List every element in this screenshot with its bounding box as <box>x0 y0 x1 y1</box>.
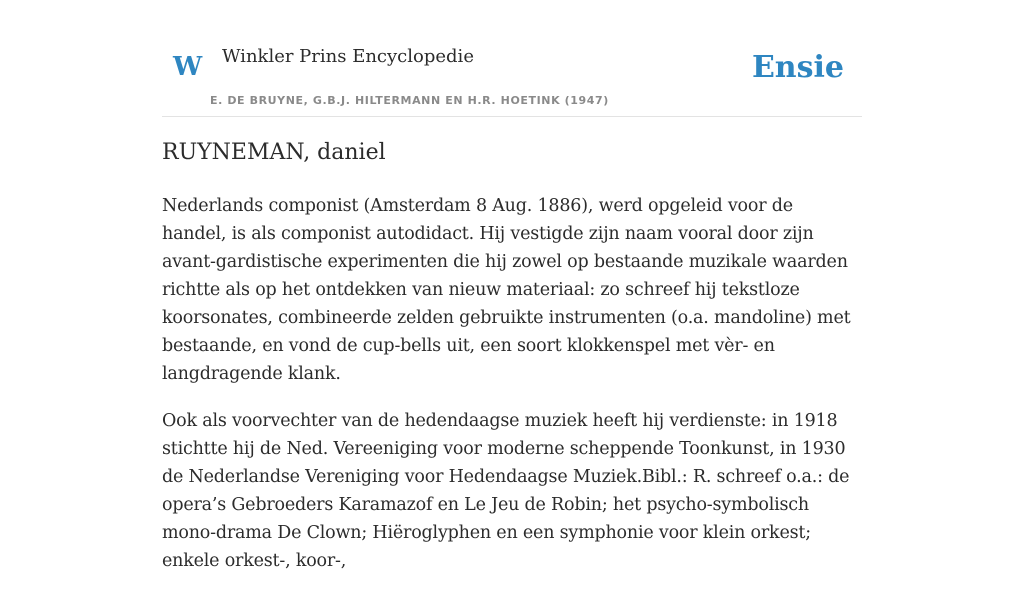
ensie-logo[interactable]: Ensie <box>751 50 844 85</box>
entry-body <box>162 192 862 594</box>
source-header <box>162 0 862 117</box>
winkler-prins-logo-icon[interactable]: W <box>173 52 203 82</box>
entry-paragraph: Nederlands componist (Amsterdam 8 Aug. 1886), werd opgeleid voor de handel, is als componist autodidact. Hij vestigde zijn naam vooral door zijn avant-gardistische experimenten die hij zowel op bestaande muzikale waarden richtte als op het ontdekken van nieuw materiaal: zo schreef hij tekstloze koorsonates, combineerde zelden gebruikte instrumenten (o.a. mandoline) met bestaande, en vond de cup-bells uit, een soort klokkenspel met vèr- en langdragende klank. <box>162 196 851 384</box>
entry-paragraph: Ook als voorvechter van de hedendaagse muziek heeft hij verdienste: in 1918 stichtte hij de Ned. Vereeniging voor moderne scheppende Toonkunst, in 1930 de Nederlandse Vereniging voor Hedendaagse Muziek.Bibl.: R. schreef o.a.: de opera’s Gebroeders Karamazof en Le Jeu de Robin; het psycho-symbolisch mono-drama De Clown; Hiëroglyphen en een symphonie voor klein orkest; enkele orkest-, koor-, <box>162 411 850 571</box>
entry-title: RUYNEMAN, daniel <box>162 140 386 165</box>
source-authors: E. DE BRUYNE, G.B.J. HILTERMANN EN H.R. HOETINK (1947) <box>210 94 609 107</box>
source-title[interactable]: Winkler Prins Encyclopedie <box>222 46 474 67</box>
